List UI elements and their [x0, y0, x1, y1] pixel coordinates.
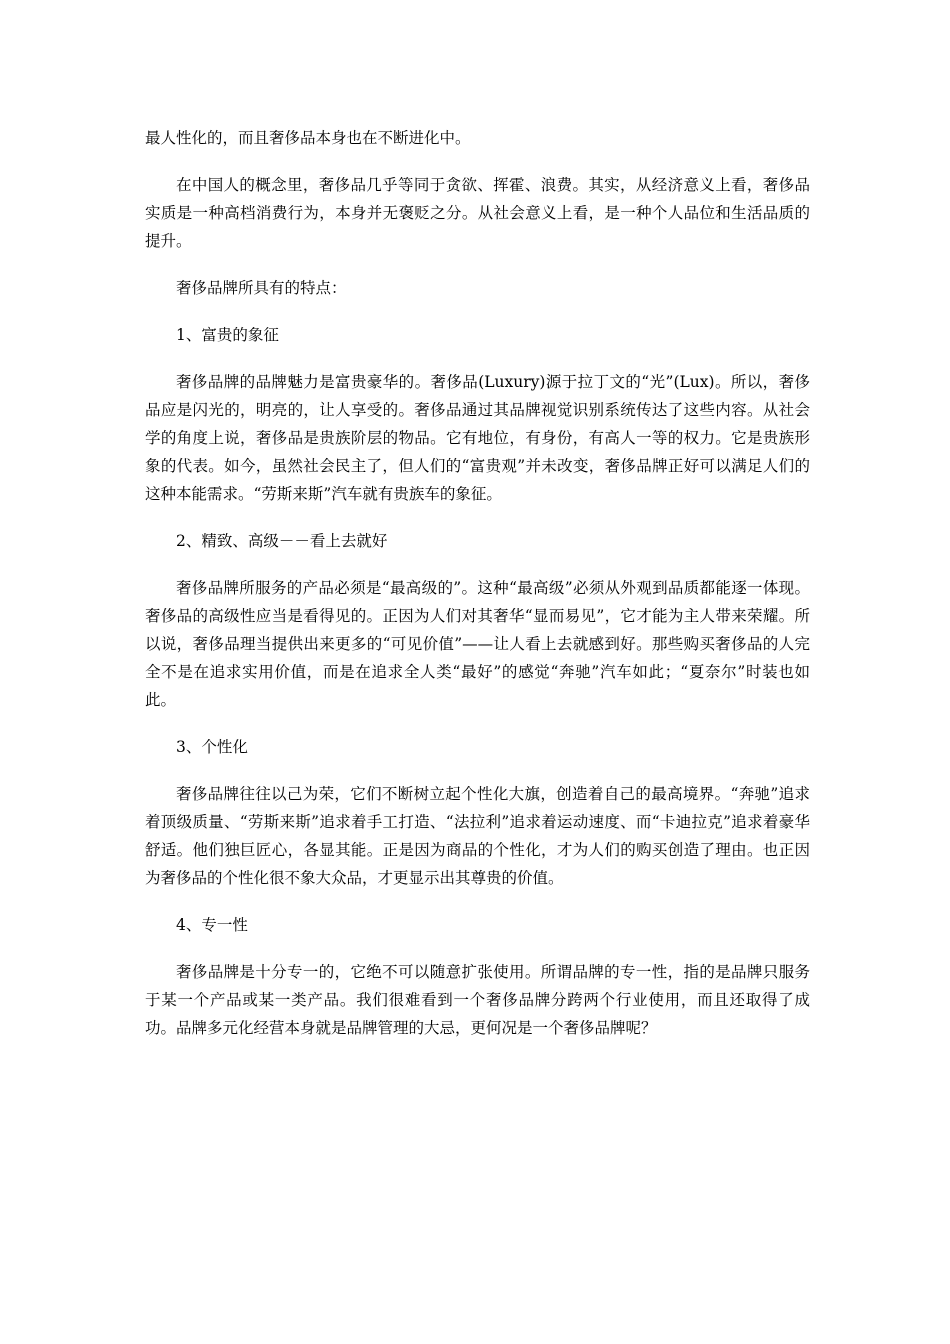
paragraph-continuation: 最人性化的，而且奢侈品本身也在不断进化中。 — [145, 129, 471, 147]
paragraph-section-3: 奢侈品牌往往以己为荣，它们不断树立起个性化大旗，创造着自己的最高境界。“奔驰”追求着顶级质量、“劳斯来斯”追求着手工打造、“法拉利”追求着运动速度、而“卡迪拉克”追求着豪华舒适。他们独巨匠心，各显其能。正是因为商品的个性化，才为人们的购买创造了理由。也正因为奢侈品的个性化很不象大众品，才更显示出其尊贵的价值。 — [145, 785, 810, 887]
section-heading-3: 3、个性化 — [176, 738, 248, 756]
section-heading-1: 1、富贵的象征 — [176, 326, 279, 344]
paragraph-features-intro: 奢侈品牌所具有的特点： — [176, 279, 347, 297]
paragraph-section-4: 奢侈品牌是十分专一的，它绝不可以随意扩张使用。所谓品牌的专一性，指的是品牌只服务于某一个产品或某一类产品。我们很难看到一个奢侈品牌分跨两个行业使用，而且还取得了成功。品牌多元化经营本身就是品牌管理的大忌，更何况是一个奢侈品牌呢？ — [145, 963, 810, 1037]
section-heading-2: 2、精致、高级－－看上去就好 — [176, 532, 388, 550]
paragraph-concept: 在中国人的概念里，奢侈品几乎等同于贪欲、挥霍、浪费。其实，从经济意义上看，奢侈品实质是一种高档消费行为，本身并无褒贬之分。从社会意义上看，是一种个人品位和生活品质的提升。 — [145, 176, 810, 250]
document-page — [145, 124, 810, 1061]
section-heading-4: 4、专一性 — [176, 916, 248, 934]
paragraph-section-1: 奢侈品牌的品牌魅力是富贵豪华的。奢侈品(Luxury)源于拉丁文的“光”(Lux)。所以，奢侈品应是闪光的，明亮的，让人享受的。奢侈品通过其品牌视觉识别系统传达了这些内容。从社会学的角度上说，奢侈品是贵族阶层的物品。它有地位，有身份，有高人一等的权力。它是贵族形象的代表。如今，虽然社会民主了，但人们的“富贵观”并未改变，奢侈品牌正好可以满足人们的这种本能需求。“劳斯来斯”汽车就有贵族车的象征。 — [145, 373, 810, 503]
paragraph-section-2: 奢侈品牌所服务的产品必须是“最高级的”。这种“最高级”必须从外观到品质都能逐一体现。奢侈品的高级性应当是看得见的。正因为人们对其奢华“显而易见”，它才能为主人带来荣耀。所以说，奢侈品理当提供出来更多的“可见价值”——让人看上去就感到好。那些购买奢侈品的人完全不是在追求实用价值，而是在追求全人类“最好”的感觉“奔驰”汽车如此；“夏奈尔”时装也如此。 — [145, 579, 810, 709]
